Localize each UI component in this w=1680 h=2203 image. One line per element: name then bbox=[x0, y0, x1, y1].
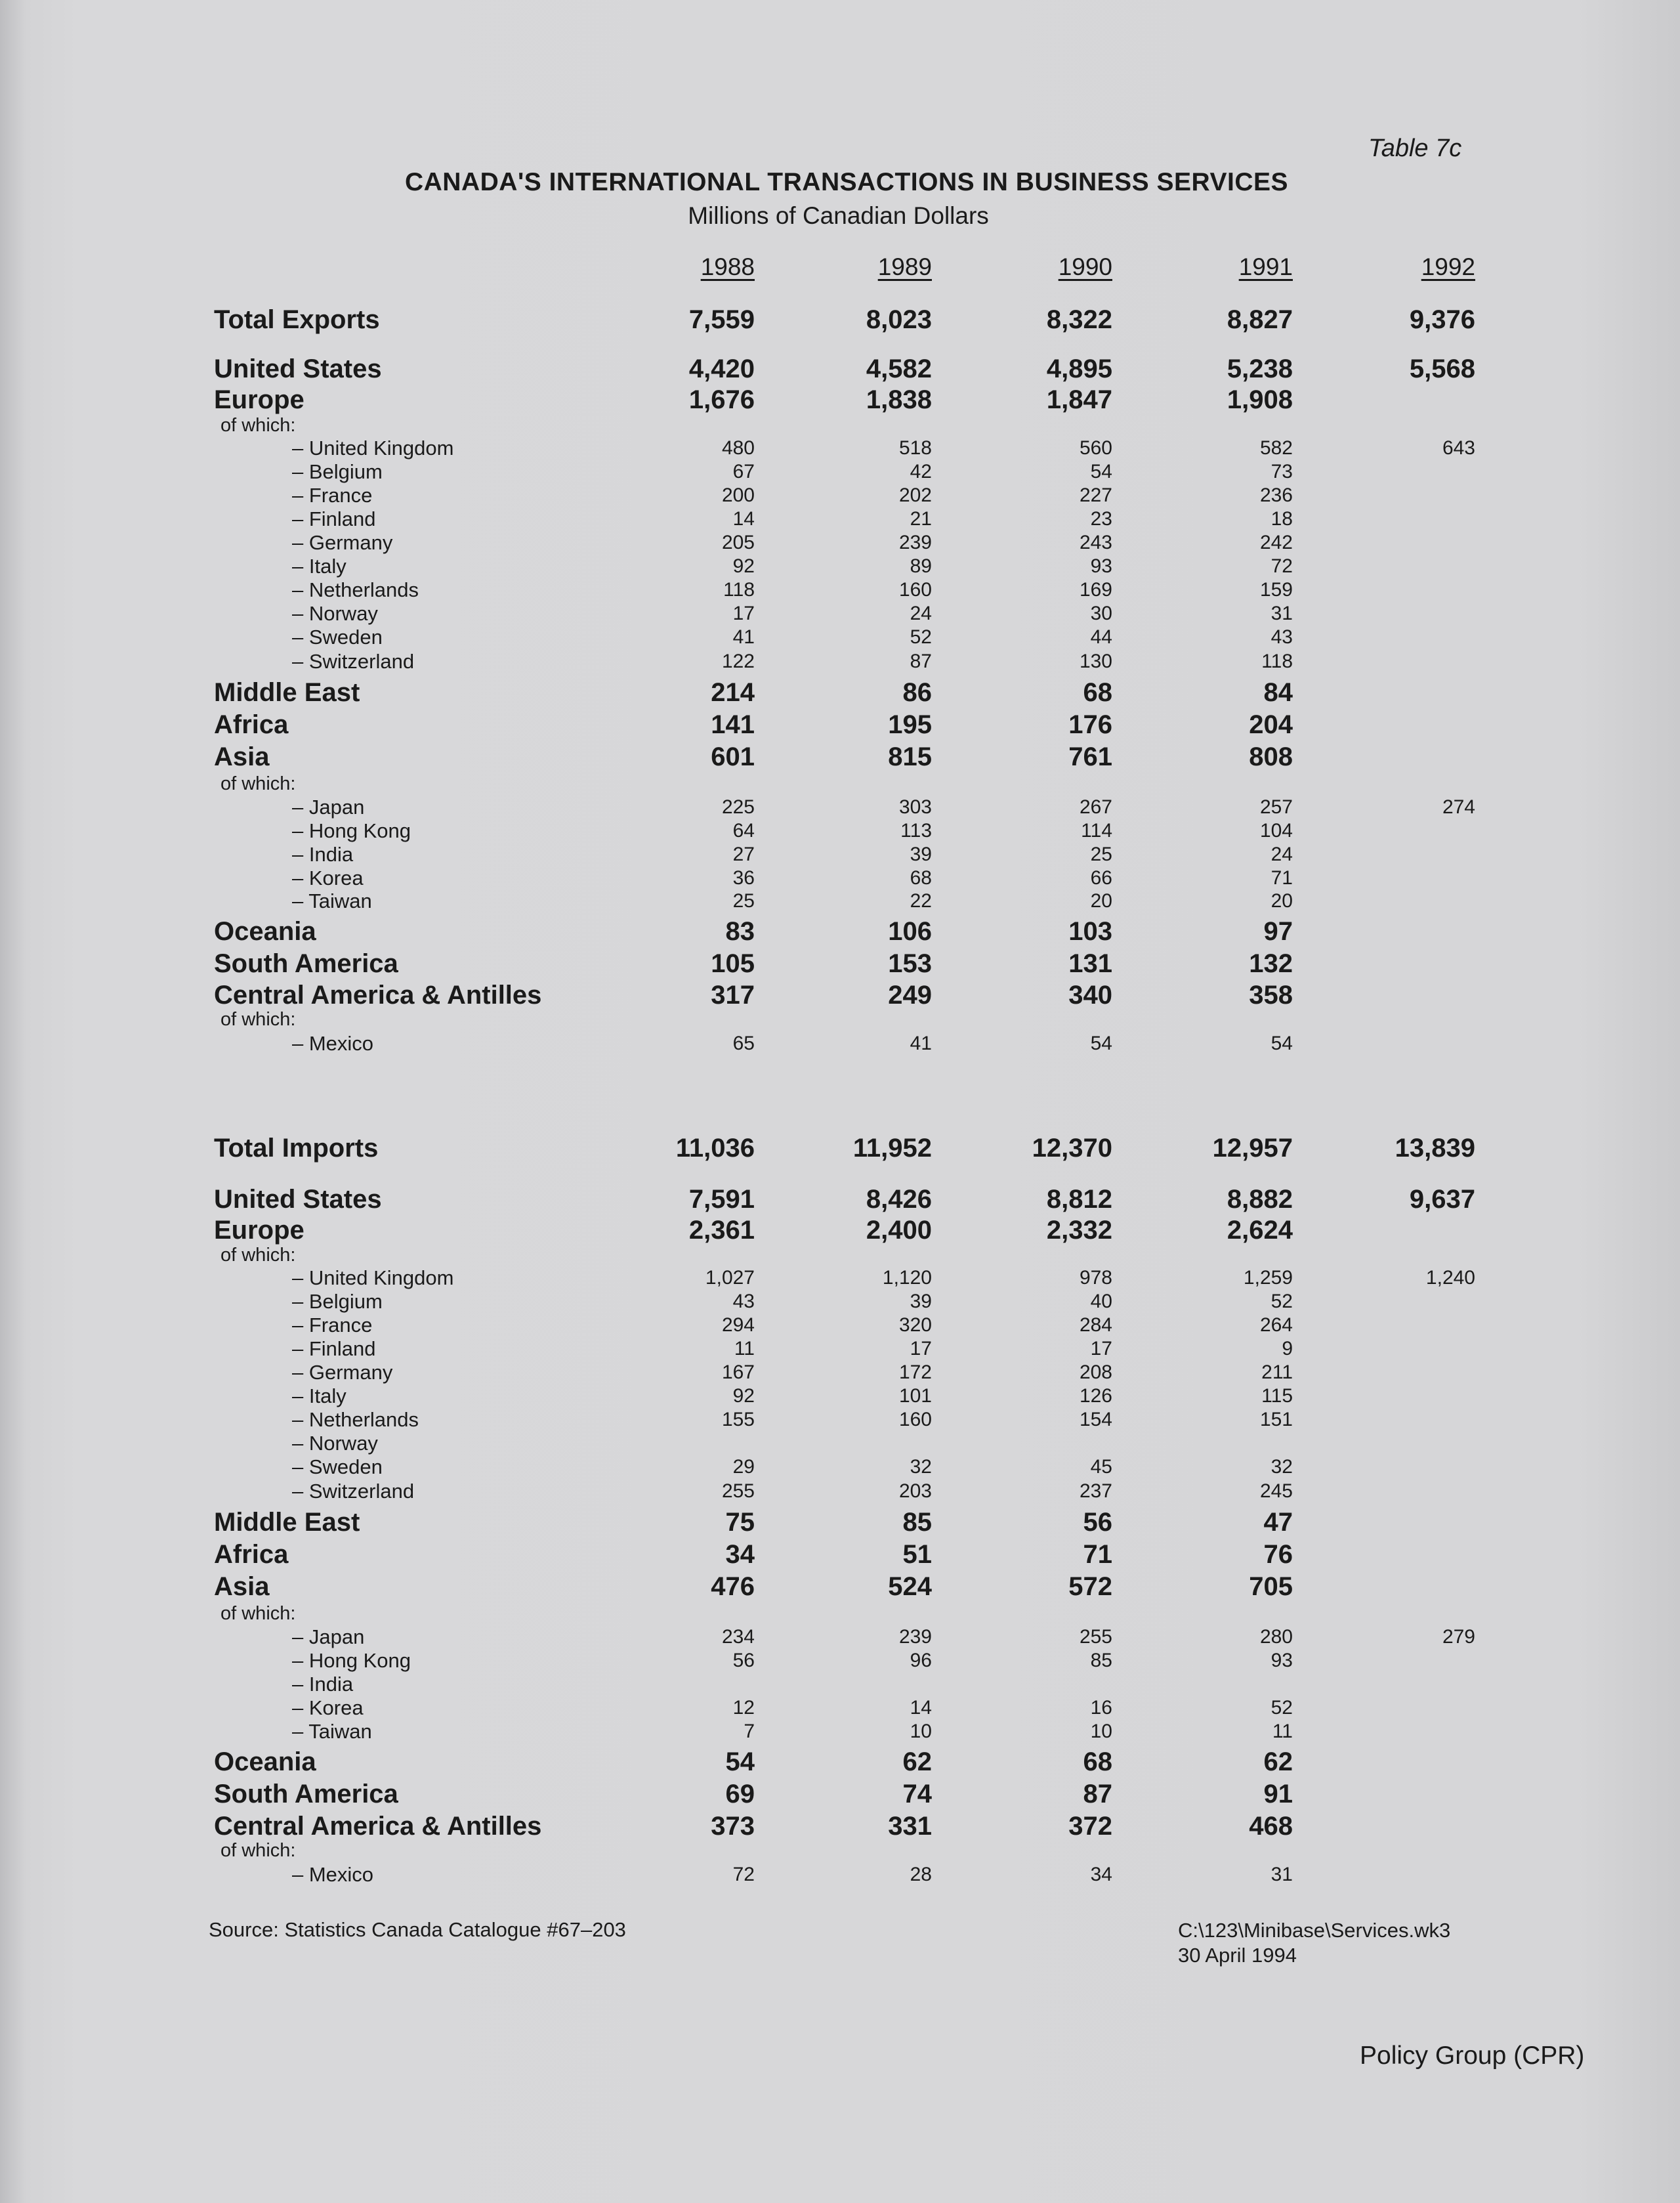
table-cell: 34 bbox=[1090, 1864, 1112, 1885]
row-label: Africa bbox=[214, 1540, 289, 1569]
table-cell: 141 bbox=[711, 710, 755, 739]
row-label: Central America & Antilles bbox=[214, 1812, 542, 1841]
table-cell: 978 bbox=[1079, 1267, 1112, 1289]
table-cell: 572 bbox=[1068, 1572, 1112, 1601]
table-cell: 91 bbox=[1263, 1780, 1293, 1808]
table-cell: 4,420 bbox=[688, 354, 755, 383]
table-cell: 236 bbox=[1259, 484, 1293, 506]
table-cell: 106 bbox=[888, 917, 932, 946]
table-cell: 52 bbox=[1270, 1291, 1293, 1312]
table-cell: 10 bbox=[1090, 1721, 1112, 1742]
table-cell: 255 bbox=[721, 1480, 755, 1502]
table-cell: 54 bbox=[725, 1747, 755, 1776]
table-cell: 808 bbox=[1249, 742, 1293, 771]
year-header: 1991 bbox=[1238, 253, 1293, 280]
table-cell: 23 bbox=[1090, 508, 1112, 530]
row-label: Central America & Antilles bbox=[214, 981, 542, 1010]
table-cell: 104 bbox=[1259, 820, 1293, 842]
row-label: – Netherlands bbox=[292, 1408, 419, 1431]
row-label: – France bbox=[292, 1314, 373, 1337]
table-cell: 132 bbox=[1249, 949, 1293, 978]
table-cell: 242 bbox=[1259, 532, 1293, 553]
table-cell: 13,839 bbox=[1395, 1134, 1475, 1163]
table-cell: 5,238 bbox=[1227, 354, 1293, 383]
row-label: – Belgium bbox=[292, 460, 383, 483]
row-label: – India bbox=[292, 1673, 354, 1696]
row-label: – India bbox=[292, 843, 354, 866]
table-cell: 2,332 bbox=[1046, 1216, 1112, 1245]
row-label: Europe bbox=[214, 385, 304, 414]
table-cell: 239 bbox=[898, 532, 932, 553]
row-label: United States bbox=[214, 1185, 382, 1214]
table-cell: 36 bbox=[732, 867, 755, 889]
table-cell: 12,957 bbox=[1212, 1134, 1293, 1163]
table-cell: 17 bbox=[1090, 1338, 1112, 1359]
table-cell: 29 bbox=[732, 1456, 755, 1478]
table-cell: 85 bbox=[1090, 1650, 1112, 1671]
table-cell: 9 bbox=[1282, 1338, 1293, 1359]
row-label: – Netherlands bbox=[292, 578, 419, 601]
table-cell: 2,361 bbox=[688, 1216, 755, 1245]
table-cell: 20 bbox=[1090, 890, 1112, 912]
table-cell: 176 bbox=[1068, 710, 1112, 739]
table-cell: 524 bbox=[888, 1572, 932, 1601]
table-cell: 86 bbox=[902, 678, 932, 707]
table-cell: 47 bbox=[1263, 1508, 1293, 1537]
row-label: – Japan bbox=[292, 1625, 365, 1648]
table-cell: 96 bbox=[910, 1650, 932, 1671]
table-cell: 62 bbox=[902, 1747, 932, 1776]
table-cell: 200 bbox=[721, 484, 755, 506]
row-label: Asia bbox=[214, 1572, 270, 1601]
table-cell: 97 bbox=[1263, 917, 1293, 946]
row-label: – Mexico bbox=[292, 1863, 374, 1886]
row-label: – Italy bbox=[292, 555, 346, 578]
file-path: C:\123\Minibase\Services.wk3 bbox=[1178, 1919, 1451, 1942]
table-cell: 14 bbox=[910, 1697, 932, 1719]
table-cell: 62 bbox=[1263, 1747, 1293, 1776]
year-header: 1988 bbox=[700, 253, 755, 280]
row-label: Total Imports bbox=[214, 1134, 379, 1163]
of-which-label: of which: bbox=[220, 415, 296, 436]
table-cell: 16 bbox=[1090, 1697, 1112, 1719]
of-which-label: of which: bbox=[220, 1245, 296, 1266]
row-label: Total Exports bbox=[214, 305, 380, 334]
row-label: – Sweden bbox=[292, 1455, 383, 1478]
table-cell: 56 bbox=[732, 1650, 755, 1671]
table-cell: 54 bbox=[1090, 1033, 1112, 1054]
row-label: Europe bbox=[214, 1216, 304, 1245]
table-cell: 7 bbox=[744, 1721, 755, 1742]
row-label: Oceania bbox=[214, 917, 316, 946]
table-subtitle: Millions of Canadian Dollars bbox=[688, 202, 989, 229]
table-cell: 83 bbox=[725, 917, 755, 946]
table-cell: 31 bbox=[1270, 1864, 1293, 1885]
row-label: Middle East bbox=[214, 1508, 360, 1537]
of-which-label: of which: bbox=[220, 1009, 296, 1030]
table-cell: 41 bbox=[732, 626, 755, 648]
table-cell: 20 bbox=[1270, 890, 1293, 912]
year-header: 1990 bbox=[1058, 253, 1112, 280]
table-cell: 202 bbox=[898, 484, 932, 506]
table-cell: 331 bbox=[888, 1812, 932, 1841]
table-cell: 130 bbox=[1079, 651, 1112, 672]
table-cell: 267 bbox=[1079, 796, 1112, 818]
table-cell: 8,426 bbox=[866, 1185, 932, 1214]
table-cell: 84 bbox=[1263, 678, 1293, 707]
table-cell: 1,676 bbox=[688, 385, 755, 414]
table-cell: 154 bbox=[1079, 1409, 1112, 1430]
table-cell: 815 bbox=[888, 742, 932, 771]
row-label: – Hong Kong bbox=[292, 819, 411, 842]
row-label: – Germany bbox=[292, 531, 393, 554]
table-cell: 54 bbox=[1090, 461, 1112, 482]
row-label: – Norway bbox=[292, 602, 378, 625]
table-cell: 131 bbox=[1068, 949, 1112, 978]
table-cell: 518 bbox=[898, 437, 932, 459]
table-cell: 43 bbox=[1270, 626, 1293, 648]
row-label: – Korea bbox=[292, 1696, 364, 1719]
table-cell: 249 bbox=[888, 981, 932, 1010]
row-label: – Taiwan bbox=[292, 1720, 372, 1743]
table-cell: 1,027 bbox=[705, 1267, 755, 1289]
table-number: Table 7c bbox=[1368, 135, 1462, 162]
row-label: – Finland bbox=[292, 1337, 376, 1360]
document-date: 30 April 1994 bbox=[1178, 1944, 1297, 1967]
table-cell: 24 bbox=[910, 603, 932, 624]
of-which-label: of which: bbox=[220, 1840, 296, 1861]
table-cell: 52 bbox=[910, 626, 932, 648]
table-cell: 17 bbox=[732, 603, 755, 624]
table-cell: 105 bbox=[711, 949, 755, 978]
row-label: South America bbox=[214, 949, 398, 978]
table-cell: 103 bbox=[1068, 917, 1112, 946]
table-cell: 75 bbox=[725, 1508, 755, 1537]
table-cell: 480 bbox=[721, 437, 755, 459]
table-cell: 24 bbox=[1270, 844, 1293, 865]
table-cell: 65 bbox=[732, 1033, 755, 1054]
of-which-label: of which: bbox=[220, 1603, 296, 1624]
year-header: 1989 bbox=[877, 253, 932, 280]
table-cell: 284 bbox=[1079, 1314, 1112, 1336]
table-cell: 22 bbox=[910, 890, 932, 912]
table-cell: 7,559 bbox=[688, 305, 755, 334]
table-cell: 2,400 bbox=[866, 1216, 932, 1245]
table-cell: 21 bbox=[910, 508, 932, 530]
table-cell: 1,259 bbox=[1243, 1267, 1293, 1289]
table-cell: 93 bbox=[1270, 1650, 1293, 1671]
row-label: – Sweden bbox=[292, 626, 383, 649]
table-cell: 68 bbox=[910, 867, 932, 889]
table-cell: 10 bbox=[910, 1721, 932, 1742]
table-cell: 118 bbox=[723, 579, 755, 601]
table-cell: 93 bbox=[1090, 555, 1112, 577]
table-cell: 85 bbox=[902, 1508, 932, 1537]
table-cell: 11,036 bbox=[675, 1134, 755, 1163]
table-cell: 45 bbox=[1090, 1456, 1112, 1478]
table-cell: 68 bbox=[1083, 1747, 1112, 1776]
table-cell: 126 bbox=[1079, 1385, 1112, 1407]
row-label: – France bbox=[292, 484, 373, 507]
row-label: Africa bbox=[214, 710, 289, 739]
row-label: – Belgium bbox=[292, 1290, 383, 1313]
row-label: South America bbox=[214, 1780, 398, 1808]
table-cell: 340 bbox=[1068, 981, 1112, 1010]
table-cell: 264 bbox=[1259, 1314, 1293, 1336]
table-cell: 92 bbox=[732, 1385, 755, 1407]
table-cell: 41 bbox=[910, 1033, 932, 1054]
row-label: – Norway bbox=[292, 1432, 378, 1455]
table-cell: 25 bbox=[1090, 844, 1112, 865]
table-cell: 74 bbox=[902, 1780, 932, 1808]
table-cell: 8,882 bbox=[1227, 1185, 1293, 1214]
table-cell: 468 bbox=[1249, 1812, 1293, 1841]
table-cell: 153 bbox=[888, 949, 932, 978]
table-cell: 31 bbox=[1270, 603, 1293, 624]
table-cell: 234 bbox=[721, 1626, 755, 1648]
row-label: – Switzerland bbox=[292, 650, 415, 673]
table-cell: 118 bbox=[1261, 651, 1293, 672]
table-cell: 72 bbox=[732, 1864, 755, 1885]
of-which-label: of which: bbox=[220, 773, 296, 794]
table-cell: 8,827 bbox=[1227, 305, 1293, 334]
table-cell: 30 bbox=[1090, 603, 1112, 624]
table-cell: 274 bbox=[1442, 796, 1475, 818]
table-cell: 151 bbox=[1259, 1409, 1293, 1430]
table-cell: 169 bbox=[1079, 579, 1112, 601]
table-cell: 172 bbox=[898, 1361, 932, 1383]
table-cell: 294 bbox=[721, 1314, 755, 1336]
table-cell: 115 bbox=[1261, 1385, 1293, 1407]
table-cell: 372 bbox=[1068, 1812, 1112, 1841]
table-cell: 1,120 bbox=[882, 1267, 932, 1289]
table-cell: 87 bbox=[910, 651, 932, 672]
table-cell: 34 bbox=[725, 1540, 755, 1569]
table-cell: 4,582 bbox=[866, 354, 932, 383]
table-cell: 122 bbox=[721, 651, 755, 672]
table-cell: 56 bbox=[1083, 1508, 1112, 1537]
table-cell: 71 bbox=[1270, 867, 1293, 889]
table-cell: 68 bbox=[1083, 678, 1112, 707]
table-cell: 67 bbox=[732, 461, 755, 482]
table-cell: 205 bbox=[721, 532, 755, 553]
table-cell: 113 bbox=[900, 820, 932, 842]
row-label: – United Kingdom bbox=[292, 1266, 454, 1289]
table-cell: 225 bbox=[721, 796, 755, 818]
table-cell: 44 bbox=[1090, 626, 1112, 648]
table-cell: 11 bbox=[734, 1338, 755, 1359]
table-cell: 279 bbox=[1442, 1626, 1475, 1648]
row-label: – United Kingdom bbox=[292, 437, 454, 460]
table-cell: 11 bbox=[1272, 1721, 1293, 1742]
table-cell: 9,637 bbox=[1409, 1185, 1475, 1214]
table-cell: 255 bbox=[1079, 1626, 1112, 1648]
table-cell: 203 bbox=[898, 1480, 932, 1502]
row-label: – Finland bbox=[292, 507, 376, 530]
table-cell: 42 bbox=[910, 461, 932, 482]
table-cell: 317 bbox=[711, 981, 755, 1010]
table-cell: 643 bbox=[1442, 437, 1475, 459]
table-cell: 71 bbox=[1083, 1540, 1112, 1569]
table-cell: 89 bbox=[910, 555, 932, 577]
table-cell: 25 bbox=[732, 890, 755, 912]
table-cell: 76 bbox=[1263, 1540, 1293, 1569]
row-label: Asia bbox=[214, 742, 270, 771]
table-cell: 239 bbox=[898, 1626, 932, 1648]
table-title: CANADA'S INTERNATIONAL TRANSACTIONS IN BUSINESS SERVICES bbox=[404, 168, 1289, 196]
table-cell: 32 bbox=[1270, 1456, 1293, 1478]
table-cell: 705 bbox=[1249, 1572, 1293, 1601]
table-cell: 160 bbox=[898, 579, 932, 601]
row-label: – Mexico bbox=[292, 1032, 374, 1055]
row-label: – Italy bbox=[292, 1384, 346, 1407]
table-cell: 1,240 bbox=[1425, 1267, 1475, 1289]
row-label: – Switzerland bbox=[292, 1480, 415, 1503]
table-cell: 476 bbox=[711, 1572, 755, 1601]
row-label: – Japan bbox=[292, 796, 365, 819]
row-label: Oceania bbox=[214, 1747, 316, 1776]
table-cell: 64 bbox=[732, 820, 755, 842]
table-cell: 560 bbox=[1079, 437, 1112, 459]
table-cell: 114 bbox=[1081, 820, 1112, 842]
row-label: – Taiwan bbox=[292, 889, 372, 912]
table-cell: 17 bbox=[910, 1338, 932, 1359]
table-cell: 43 bbox=[732, 1291, 755, 1312]
table-cell: 32 bbox=[910, 1456, 932, 1478]
year-header: 1992 bbox=[1421, 253, 1475, 280]
table-cell: 373 bbox=[711, 1812, 755, 1841]
table-cell: 39 bbox=[910, 1291, 932, 1312]
table-cell: 1,847 bbox=[1046, 385, 1112, 414]
table-cell: 14 bbox=[732, 508, 755, 530]
table-cell: 27 bbox=[732, 844, 755, 865]
table-cell: 214 bbox=[711, 678, 755, 707]
table-cell: 155 bbox=[721, 1409, 755, 1430]
table-cell: 4,895 bbox=[1046, 354, 1112, 383]
table-cell: 237 bbox=[1079, 1480, 1112, 1502]
policy-group: Policy Group (CPR) bbox=[1360, 2042, 1585, 2070]
table-cell: 87 bbox=[1083, 1780, 1112, 1808]
table-cell: 245 bbox=[1259, 1480, 1293, 1502]
row-label: – Germany bbox=[292, 1361, 393, 1384]
table-cell: 40 bbox=[1090, 1291, 1112, 1312]
table-cell: 54 bbox=[1270, 1033, 1293, 1054]
table-cell: 208 bbox=[1079, 1361, 1112, 1383]
table-cell: 18 bbox=[1270, 508, 1293, 530]
table-cell: 2,624 bbox=[1227, 1216, 1293, 1245]
table-cell: 320 bbox=[898, 1314, 932, 1336]
row-label: United States bbox=[214, 354, 382, 383]
table-cell: 8,322 bbox=[1046, 305, 1112, 334]
table-cell: 73 bbox=[1270, 461, 1293, 482]
table-cell: 243 bbox=[1079, 532, 1112, 553]
source-note: Source: Statistics Canada Catalogue #67–203 bbox=[209, 1918, 626, 1941]
table-cell: 12,370 bbox=[1032, 1134, 1112, 1163]
file-reference bbox=[1178, 1918, 1450, 1968]
table-cell: 303 bbox=[898, 796, 932, 818]
table-cell: 204 bbox=[1249, 710, 1293, 739]
table-cell: 1,908 bbox=[1227, 385, 1293, 414]
table-cell: 69 bbox=[725, 1780, 755, 1808]
table-cell: 11,952 bbox=[852, 1134, 932, 1163]
table-cell: 92 bbox=[732, 555, 755, 577]
table-cell: 52 bbox=[1270, 1697, 1293, 1719]
row-label: – Korea bbox=[292, 866, 364, 889]
table-cell: 66 bbox=[1090, 867, 1112, 889]
table-cell: 582 bbox=[1259, 437, 1293, 459]
table-cell: 160 bbox=[898, 1409, 932, 1430]
table-cell: 1,838 bbox=[866, 385, 932, 414]
table-cell: 8,812 bbox=[1046, 1185, 1112, 1214]
table-cell: 159 bbox=[1259, 579, 1293, 601]
row-label: – Hong Kong bbox=[292, 1649, 411, 1672]
table-cell: 5,568 bbox=[1409, 354, 1475, 383]
table-cell: 761 bbox=[1068, 742, 1112, 771]
table-cell: 39 bbox=[910, 844, 932, 865]
row-label: Middle East bbox=[214, 678, 360, 707]
table-cell: 358 bbox=[1249, 981, 1293, 1010]
table-cell: 257 bbox=[1259, 796, 1293, 818]
table-cell: 195 bbox=[888, 710, 932, 739]
table-cell: 51 bbox=[902, 1540, 932, 1569]
table-cell: 12 bbox=[732, 1697, 755, 1719]
table-cell: 7,591 bbox=[688, 1185, 755, 1214]
table-cell: 9,376 bbox=[1409, 305, 1475, 334]
table-cell: 28 bbox=[910, 1864, 932, 1885]
table-cell: 211 bbox=[1261, 1361, 1293, 1383]
table-cell: 72 bbox=[1270, 555, 1293, 577]
table-cell: 280 bbox=[1259, 1626, 1293, 1648]
table-cell: 227 bbox=[1079, 484, 1112, 506]
table-cell: 167 bbox=[721, 1361, 755, 1383]
table-cell: 101 bbox=[898, 1385, 932, 1407]
table-cell: 601 bbox=[711, 742, 755, 771]
table-cell: 8,023 bbox=[866, 305, 932, 334]
